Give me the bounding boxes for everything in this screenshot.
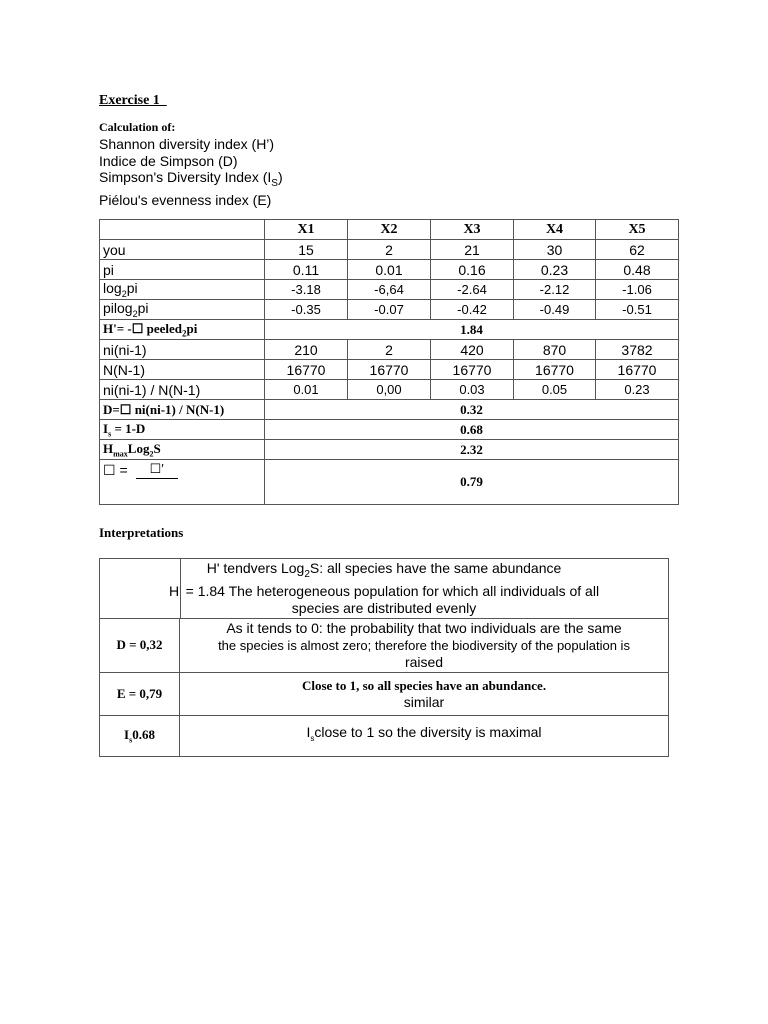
table-cell: -0.51 (596, 300, 679, 320)
column-header: X4 (514, 220, 596, 240)
subscript: max (113, 449, 128, 459)
interp-row-h (100, 559, 669, 619)
interp-h-line2 (102, 583, 666, 600)
label-text: Log (127, 440, 150, 456)
subscript: S (271, 177, 278, 189)
row-label: pi (100, 260, 265, 280)
table-cell: 16770 (431, 360, 514, 380)
header-empty-cell (100, 220, 265, 240)
subscript: 2 (149, 449, 154, 459)
index-list (99, 136, 283, 209)
table-cell: 15 (265, 240, 348, 260)
table-cell: 30 (514, 240, 596, 260)
text-line (182, 724, 666, 747)
row-label (100, 420, 265, 440)
row-label: ni(ni-1) / N(N-1) (100, 380, 265, 400)
interp-text-d (180, 618, 669, 672)
label-text: H'= -☐ peeled (103, 320, 182, 336)
label-text: I (103, 420, 109, 436)
column-divider (180, 559, 181, 618)
row-label (100, 300, 265, 320)
column-header: X3 (431, 220, 514, 240)
index-item-shannon: Shannon diversity index (H’) (99, 136, 275, 152)
index-item-simpson-diversity-text: Simpson's Diversity Index (I (99, 169, 272, 185)
table-row-evenness (100, 460, 679, 505)
closing-paren: ) (277, 169, 283, 185)
calculation-heading: Calculation of: (99, 120, 176, 134)
table-cell: 2 (348, 340, 431, 360)
subscript: 2 (182, 328, 187, 339)
label-text: = 1-D (111, 420, 146, 436)
interp-text-is (180, 715, 669, 756)
label-text: S (153, 440, 161, 456)
hmax-result: 2.32 (265, 440, 679, 460)
interp-h-label: H' = 1.84 (168, 582, 225, 599)
table-cell: 0,00 (348, 380, 431, 400)
table-cell: -2.64 (431, 280, 514, 300)
text-line: raised (404, 653, 444, 670)
row-label: you (100, 240, 265, 260)
interp-label-d: D = 0,32 (100, 618, 180, 672)
row-label (100, 320, 265, 340)
fraction-numerator: ☐′ (149, 461, 164, 476)
interp-label-is (100, 715, 180, 756)
table-cell: 16770 (514, 360, 596, 380)
table-cell: 16770 (348, 360, 431, 380)
text: H' tendvers Log (206, 560, 305, 576)
table-cell: 210 (265, 340, 348, 360)
interp-label-e: E = 0,79 (100, 672, 180, 715)
column-header: X1 (265, 220, 348, 240)
text: close to 1 so the diversity is maximal (314, 724, 542, 741)
table-cell: 870 (514, 340, 596, 360)
row-label (100, 280, 265, 300)
text-line: the species is almost zero; therefore the biodiversity of the population is (218, 637, 630, 653)
index-item-pielou: Piélou's evenness index (E) (99, 192, 272, 209)
table-cell: 420 (431, 340, 514, 360)
simpson-is-result: 0.68 (265, 420, 679, 440)
table-cell: 21 (431, 240, 514, 260)
shannon-result: 1.84 (265, 320, 679, 340)
evenness-formula (103, 460, 261, 479)
table-row-ni (100, 340, 679, 360)
table-cell: 3782 (596, 340, 679, 360)
subscript: s (310, 734, 315, 744)
table-cell: 0.23 (596, 380, 679, 400)
table-cell: -0.42 (431, 300, 514, 320)
subscript: 2 (304, 568, 310, 580)
calculation-table (99, 219, 679, 505)
text: I (306, 724, 311, 741)
subscript: s (108, 429, 112, 439)
table-cell: -1.06 (596, 280, 679, 300)
row-label (100, 440, 265, 460)
table-cell: 16770 (265, 360, 348, 380)
table-cell: 62 (596, 240, 679, 260)
label-text: pi (126, 280, 138, 297)
table-row-pilog2pi (100, 300, 679, 320)
column-header: X2 (348, 220, 431, 240)
subscript: s (129, 735, 133, 745)
table-cell: 0.01 (265, 380, 348, 400)
row-label (100, 460, 265, 505)
index-item-simpson-diversity (99, 169, 283, 192)
table-cell: 0.11 (265, 260, 348, 280)
interpretations-table (99, 558, 669, 757)
table-row-pi (100, 260, 679, 280)
table-row-simpson-is (100, 420, 679, 440)
evenness-lhs: ☐ = (103, 462, 128, 478)
table-row-simpson-d (100, 400, 679, 420)
table-cell: 0.03 (431, 380, 514, 400)
text: 0.68 (132, 727, 155, 742)
interp-h-line1 (102, 560, 666, 583)
table-row-nn (100, 360, 679, 380)
table-cell: 0.48 (596, 260, 679, 280)
table-row-hmax (100, 440, 679, 460)
text: The heterogeneous population for which all individuals of all (228, 582, 600, 599)
interp-row-is (100, 715, 669, 756)
text: S: all species have the same abundance (309, 560, 562, 576)
label-text: log (103, 280, 122, 297)
interp-cell-h (100, 559, 669, 619)
table-cell: 0.16 (431, 260, 514, 280)
table-cell: -0.07 (348, 300, 431, 320)
column-header: X5 (596, 220, 679, 240)
table-row-log2pi (100, 280, 679, 300)
interpretations-heading: Interpretations (99, 525, 184, 540)
table-cell: 16770 (596, 360, 679, 380)
table-cell: -0.49 (514, 300, 596, 320)
label-text: pilog (103, 300, 133, 317)
interp-text-e (180, 672, 669, 715)
table-cell: 0.01 (348, 260, 431, 280)
exercise-title: Exercise 1 (99, 93, 167, 108)
table-cell: 0.23 (514, 260, 596, 280)
label-text: H (103, 440, 114, 456)
text-line: As it tends to 0: the probability that two individuals are the same (226, 619, 622, 636)
label-text: pi (137, 300, 149, 317)
evenness-fraction (136, 462, 178, 479)
interp-h-line3: species are distributed evenly (291, 599, 477, 616)
subscript: 2 (132, 308, 138, 319)
fraction-bar (136, 478, 178, 479)
table-cell: -3.18 (265, 280, 348, 300)
index-item-simpson: Indice de Simpson (D) (99, 152, 238, 169)
subscript: 2 (121, 288, 127, 299)
table-cell: 0.05 (514, 380, 596, 400)
table-row-ratio (100, 380, 679, 400)
text: I (124, 727, 130, 742)
text-line: Close to 1, so all species have an abundance. (301, 677, 547, 693)
table-cell: -2.12 (514, 280, 596, 300)
text-line: similar (403, 693, 445, 710)
simpson-d-result: 0.32 (265, 400, 679, 420)
table-cell: -6,64 (348, 280, 431, 300)
table-cell: -0.35 (265, 300, 348, 320)
evenness-result: 0.79 (265, 460, 679, 505)
table-header-row (100, 220, 679, 240)
row-label: N(N-1) (100, 360, 265, 380)
table-cell: 2 (348, 240, 431, 260)
interp-row-e (100, 672, 669, 715)
table-row-shannon (100, 320, 679, 340)
interp-row-d (100, 618, 669, 672)
row-label: D=☐ ni(ni-1) / N(N-1) (100, 400, 265, 420)
table-row-you (100, 240, 679, 260)
row-label: ni(ni-1) (100, 340, 265, 360)
label-text: pi (186, 320, 198, 336)
